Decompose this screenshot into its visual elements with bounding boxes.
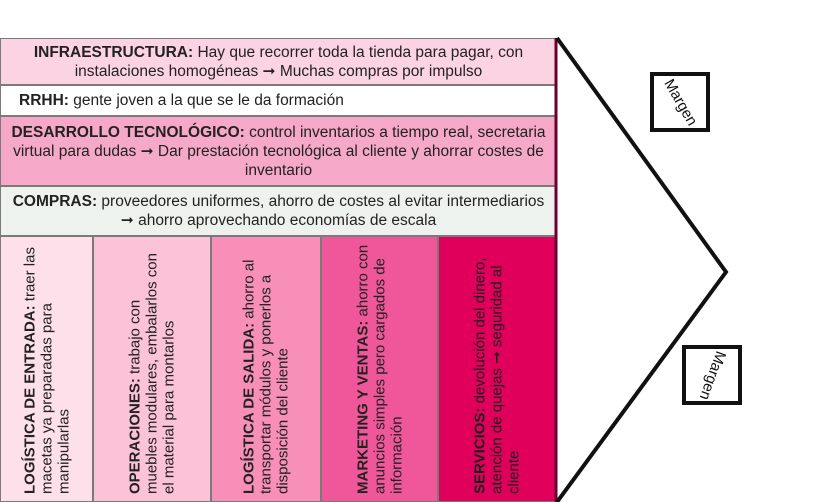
primary-logistica-entrada-desc: traer las macetas ya preparadas para manipularlas <box>21 247 72 494</box>
support-desarrollo-desc: control inventarios a tiempo real, secretaria virtual para dudas ➞ Dar prestación tecnológica al cliente y ahorrar costes de inventario <box>13 123 546 179</box>
primary-servicios-title: SERVICIOS: <box>471 407 489 494</box>
support-rrhh-title: RRHH: <box>19 92 69 109</box>
primary-marketing-ventas-desc: ahorro con anuncios simples pero cargados de información <box>354 244 405 494</box>
margin-label-top <box>650 72 710 132</box>
primary-servicios-desc: devolución del dinero, atención de quejas ➞ seguridad al cliente <box>471 257 523 494</box>
primary-operaciones-title: OPERACIONES: <box>126 378 144 494</box>
margin-top-text: Margen <box>659 75 701 129</box>
primary-marketing-ventas-title: MARKETING Y VENTAS: <box>354 320 371 494</box>
support-desarrollo-title: DESARROLLO TECNOLÓGICO: <box>11 123 245 141</box>
support-infraestructura-title: INFRAESTRUCTURA: <box>33 43 194 61</box>
margin-bottom-text: Margen <box>695 348 729 402</box>
support-infraestructura-desc: Hay que recorrer toda la tienda para pagar, con instalaciones homogéneas ➞ Muchas compras por impulso <box>74 43 524 80</box>
primary-operaciones-desc: trabajo con muebles modulares, embalarlos con el material para montarlos <box>126 253 178 494</box>
margin-label-bottom <box>682 345 742 405</box>
support-compras-title: COMPRAS: <box>12 193 98 210</box>
support-rrhh-desc: gente joven a la que se le da formación <box>68 92 344 109</box>
primary-logistica-entrada-title: LOGÍSTICA DE ENTRADA: <box>21 305 38 494</box>
primary-logistica-salida-desc: ahorro al transportar módulos y ponerlos a disposición del cliente <box>240 259 292 494</box>
primary-logistica-salida-title: LOGÍSTICA DE SALIDA: <box>240 322 258 494</box>
support-compras-desc: proveedores uniformes, ahorro de costes al evitar intermediarios ➞ ahorro aprovechando economías de escala <box>97 193 545 229</box>
